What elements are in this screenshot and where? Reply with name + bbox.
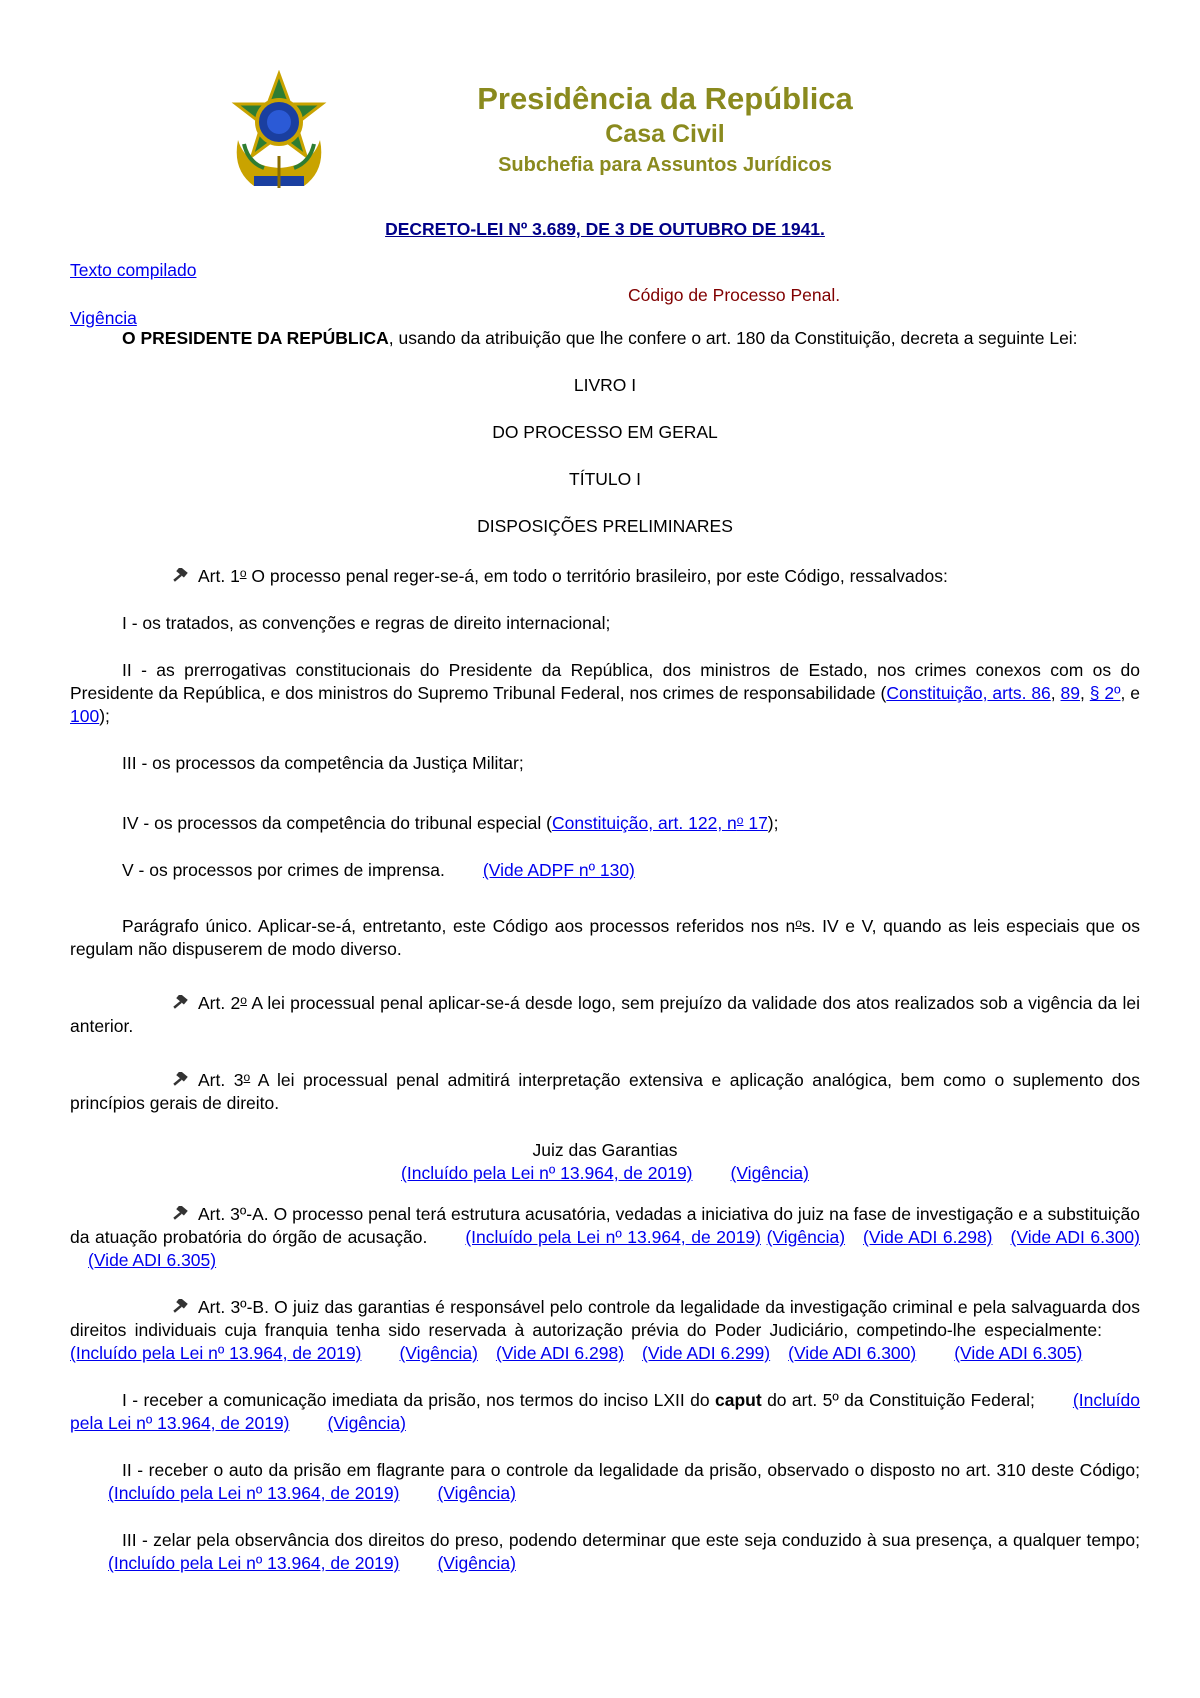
art-3b-i (70, 1389, 1140, 1435)
vide-adi-6300-link[interactable]: (Vide ADI 6.300) (1010, 1227, 1140, 1247)
art-1-ordinal: o (239, 566, 247, 580)
art-1-iv-text: IV - os processos da competência do tribunal especial ( (122, 813, 552, 833)
art-3b-iii (70, 1529, 1140, 1575)
vigencia-link[interactable]: (Vigência) (437, 1553, 516, 1573)
caput-bold: caput (715, 1390, 762, 1410)
art-3b-i-text-2: do art. 5º da Constituição Federal; (761, 1390, 1035, 1410)
juiz-garantias-links (70, 1162, 1140, 1185)
incluido-lei-13964-link[interactable]: (Incluído pela Lei nº 13.964, de 2019) (108, 1553, 400, 1573)
constituicao-arts-86-link[interactable]: Constituição, arts. 86 (886, 683, 1051, 703)
art-122-ordinal: o (736, 813, 744, 827)
art-3-label: Art. 3 (198, 1070, 244, 1090)
art-122-link-end: 17 (743, 813, 768, 833)
constituicao-art-122-link[interactable] (552, 813, 768, 833)
art-1-iv (70, 809, 1140, 835)
vigencia-link[interactable]: (Vigência) (327, 1413, 406, 1433)
art-1-iv-end: ); (767, 813, 779, 833)
compilation-row (70, 259, 1140, 327)
art-89-link[interactable]: 89 (1060, 683, 1080, 703)
art-122-link-text: Constituição, art. 122, n (551, 813, 737, 833)
art-1-ii: II - as prerrogativas constitucionais do Presidente da República, dos ministros de Estado, nos crimes conexos com os do Presidente da República, e dos ministros do Supremo Tribunal Federal, nos crimes de responsabilidade (Constituição, arts. 86, 89, § 2º, e 100); (70, 660, 1140, 726)
art-2 (70, 989, 1140, 1038)
gavel-icon (172, 1299, 190, 1315)
law-content (70, 218, 1140, 1599)
vigencia-link[interactable]: Vigência (70, 308, 137, 328)
vide-adi-6305-link[interactable]: (Vide ADI 6.305) (954, 1343, 1083, 1363)
incluido-lei-13964-link[interactable]: (Incluído pela Lei nº 13.964, de 2019) (401, 1163, 693, 1183)
juiz-garantias-title: Juiz das Garantias (532, 1140, 678, 1160)
gavel-icon (172, 568, 190, 584)
art-3a-text: Art. 3º-A. O processo penal terá estrutura acusatória, vedadas a iniciativa do juiz na fase de investigação e a substituição da atuação probatória do órgão de acusação. (70, 1204, 1140, 1247)
vide-adi-6305-link[interactable]: (Vide ADI 6.305) (88, 1250, 217, 1270)
decree-title (70, 218, 1140, 241)
page-header (0, 60, 1200, 210)
incluido-lei-13964-link[interactable]: (Incluído pela Lei nº 13.964, de 2019) (70, 1343, 362, 1363)
art-1-ii-text: II - as prerrogativas constitucionais do Presidente da República, dos ministros de Estado, nos crimes conexos com os do Presidente da República, e dos ministros do Supremo Tribunal Federal, nos crimes de responsabilidade ( (70, 660, 1140, 703)
gavel-icon (172, 1206, 190, 1222)
art-3b-ii-text: II - receber o auto da prisão em flagrante para o controle da legalidade da prisão, observado o disposto no art. 310 deste Código; (122, 1460, 1140, 1480)
paragrafo-ordinal: o (795, 916, 802, 930)
heading-titulo: TÍTULO I (569, 469, 641, 489)
art-1-paragrafo-unico (70, 912, 1140, 961)
vide-adi-6298-link[interactable]: (Vide ADI 6.298) (495, 1343, 625, 1363)
art-3b-i-text-1: I - receber a comunicação imediata da prisão, nos termos do inciso LXII do (122, 1390, 715, 1410)
art-1-iii: III - os processos da competência da Justiça Militar; (122, 753, 524, 773)
incluido-lei-13964-link[interactable]: (Incluído pela Lei nº 13.964, de 2019) (70, 1390, 1141, 1433)
vide-adi-6298-link[interactable]: (Vide ADI 6.298) (863, 1227, 993, 1247)
incluido-lei-13964-link[interactable]: (Incluído pela Lei nº 13.964, de 2019) (465, 1227, 761, 1247)
vide-adpf-130-link[interactable]: (Vide ADPF nº 130) (482, 860, 635, 880)
juiz-garantias-heading (70, 1139, 1140, 1185)
art-1-text: O processo penal reger-se-á, em todo o território brasileiro, por este Código, ressalvados: (246, 566, 948, 586)
vigencia-link[interactable]: (Vigência) (399, 1343, 478, 1363)
vigencia-link[interactable]: (Vigência) (730, 1163, 809, 1183)
art-3b-ii (70, 1459, 1140, 1505)
vigencia-link[interactable]: (Vigência) (437, 1483, 516, 1503)
header-subsubtitle: Subchefia para Assuntos Jurídicos (498, 154, 832, 176)
decree-title-link[interactable]: DECRETO-LEI Nº 3.689, DE 3 DE OUTUBRO DE 1941. (385, 219, 825, 239)
art-2-label: Art. 2 (198, 993, 241, 1013)
incluido-lei-13964-link[interactable]: (Incluído pela Lei nº 13.964, de 2019) (108, 1483, 400, 1503)
vigencia-link[interactable]: (Vigência) (766, 1227, 846, 1247)
art-1-v-text: V - os processos por crimes de imprensa. (122, 860, 445, 880)
heading-processo: DO PROCESSO EM GERAL (492, 422, 718, 442)
header-titles (365, 80, 965, 180)
preamble-bold: O PRESIDENTE DA REPÚBLICA (122, 328, 389, 348)
texto-compilado-link[interactable]: Texto compilado (70, 260, 197, 280)
vide-adi-6299-link[interactable]: (Vide ADI 6.299) (642, 1343, 771, 1363)
art-1-i: I - os tratados, as convenções e regras de direito internacional; (122, 613, 611, 633)
heading-disposicoes: DISPOSIÇÕES PRELIMINARES (477, 516, 733, 536)
art-2-text: A lei processual penal aplicar-se-á desde logo, sem prejuízo da validade dos atos realizados sob a vigência da lei anterior. (70, 993, 1140, 1036)
preamble (70, 327, 1140, 350)
header-subtitle: Casa Civil (605, 120, 725, 148)
art-1 (70, 562, 1140, 588)
art-3-text: A lei processual penal admitirá interpretação extensiva e aplicação analógica, bem como o suplemento dos princípios gerais de direito. (70, 1070, 1140, 1113)
art-3 (70, 1066, 1140, 1115)
art-100-link[interactable]: 100 (70, 706, 100, 726)
paragrafo-text-1: Parágrafo único. Aplicar-se-á, entretanto, este Código aos processos referidos nos n (122, 916, 796, 936)
header-title: Presidência da República (477, 81, 853, 116)
paragrafo-2-link[interactable]: § 2º (1089, 683, 1121, 703)
art-3-ordinal: o (243, 1070, 251, 1084)
heading-livro: LIVRO I (573, 375, 637, 395)
gavel-icon (172, 1072, 190, 1088)
art-1-label: Art. 1 (198, 566, 240, 586)
art-1-v (70, 859, 1140, 882)
gavel-icon (172, 995, 190, 1011)
ementa: Código de Processo Penal. (628, 285, 841, 305)
art-3b-text: Art. 3º-B. O juiz das garantias é responsável pelo controle da legalidade da investigação criminal e pela salvaguarda dos direitos individuais cuja franquia tenha sido reservada à autorização prévia do Poder Judiciário, competindo-lhe especialmente: (70, 1297, 1140, 1340)
art-3b (70, 1296, 1140, 1365)
art-3b-iii-text: III - zelar pela observância dos direitos do preso, podendo determinar que este seja conduzido à sua presença, a qualquer tempo; (122, 1530, 1140, 1550)
coat-of-arms-emblem (224, 70, 334, 198)
preamble-text: , usando da atribuição que lhe confere o art. 180 da Constituição, decreta a seguinte Lei: (388, 328, 1078, 348)
art-3a (70, 1203, 1140, 1272)
art-1-ii-end: ); (99, 706, 110, 726)
vide-adi-6300-link[interactable]: (Vide ADI 6.300) (788, 1343, 917, 1363)
art-2-ordinal: o (240, 993, 247, 1007)
paragrafo-text-2: s. IV e V, quando as leis especiais que os regulam não dispuserem de modo diverso. (70, 916, 1140, 959)
